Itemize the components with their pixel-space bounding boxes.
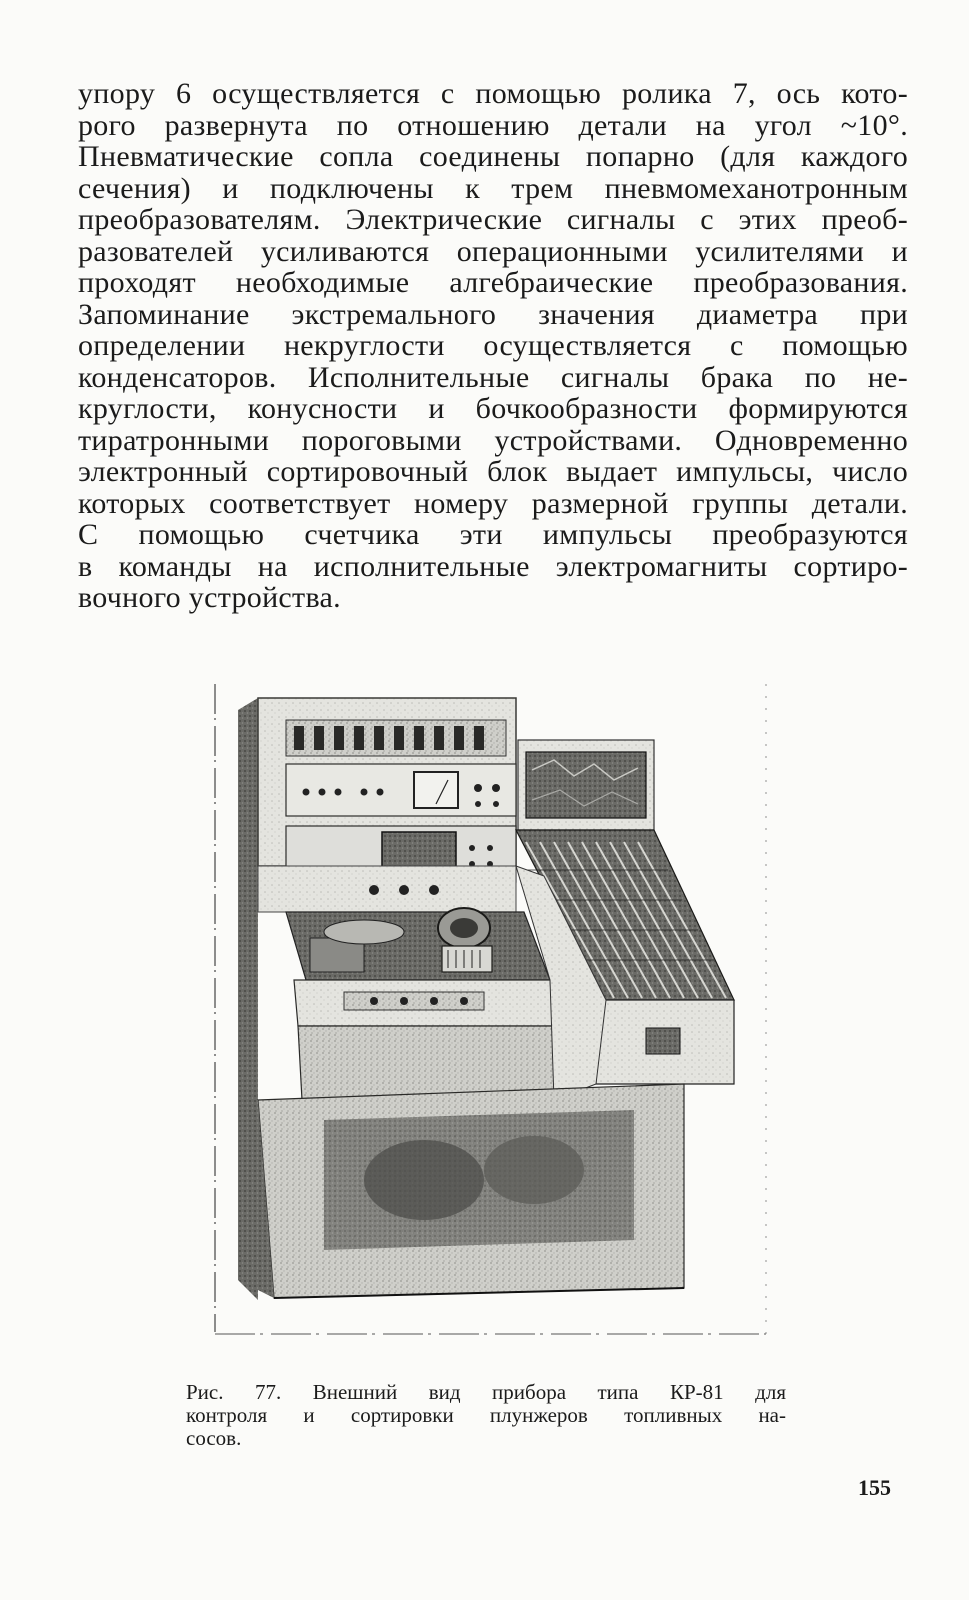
text-line: сечения) и подключены к трем пневмомеханотронным bbox=[78, 171, 908, 205]
text-line: которых соответствует номеру размерной группы детали. bbox=[78, 486, 908, 520]
module-row bbox=[286, 720, 506, 756]
text-line: круглости, конусности и бочкообразности формируются bbox=[78, 392, 908, 425]
text-line: преобразователям. Электрические сигналы с этих преоб- bbox=[78, 203, 908, 236]
page-number: 155 bbox=[858, 1475, 891, 1500]
figure-device-photo bbox=[214, 680, 768, 1336]
text-line: тиратронными пороговыми устройствами. Одновременно bbox=[78, 423, 908, 457]
text-line: С помощью счетчика эти импульсы преобразуются bbox=[78, 518, 908, 551]
text-line: в команды на исполнительные электромагниты сортиро- bbox=[78, 549, 908, 583]
caption-line: сосов. bbox=[186, 1426, 242, 1450]
right-instrument-block bbox=[518, 740, 654, 830]
figure-caption bbox=[186, 1381, 786, 1450]
text-line: Пневматические сопла соединены попарно (для каждого bbox=[78, 140, 908, 173]
text-line: электронный сортировочный блок выдает импульсы, число bbox=[78, 455, 908, 488]
caption-line: контроля и сортировки плунжеров топливных на- bbox=[186, 1403, 786, 1427]
text-line: Запоминание экстремального значения диаметра при bbox=[78, 297, 908, 331]
text-line: вочного устройства. bbox=[78, 581, 341, 614]
body-text bbox=[78, 78, 908, 614]
text-line: проходят необходимые алгебраические преобразования. bbox=[78, 266, 908, 299]
text-line: рого развернута по отношению детали на угол ~10°. bbox=[78, 108, 908, 142]
text-line: конденсаторов. Исполнительные сигналы брака по не- bbox=[78, 360, 908, 394]
work-shelf bbox=[294, 980, 558, 1100]
measuring-head bbox=[286, 908, 550, 980]
text-line: разователей усиливаются операционными усилителями и bbox=[78, 234, 908, 268]
device-photo bbox=[214, 680, 768, 1336]
caption-line: Рис. 77. Внешний вид прибора типа КР-81 для bbox=[186, 1380, 786, 1404]
text-line: определении некруглости осуществляется с помощью bbox=[78, 329, 908, 362]
meter-panel bbox=[286, 764, 516, 816]
lower-cabinet bbox=[238, 1084, 684, 1298]
text-line: упору 6 осуществляется с помощью ролика 7, ось кото- bbox=[78, 77, 908, 110]
